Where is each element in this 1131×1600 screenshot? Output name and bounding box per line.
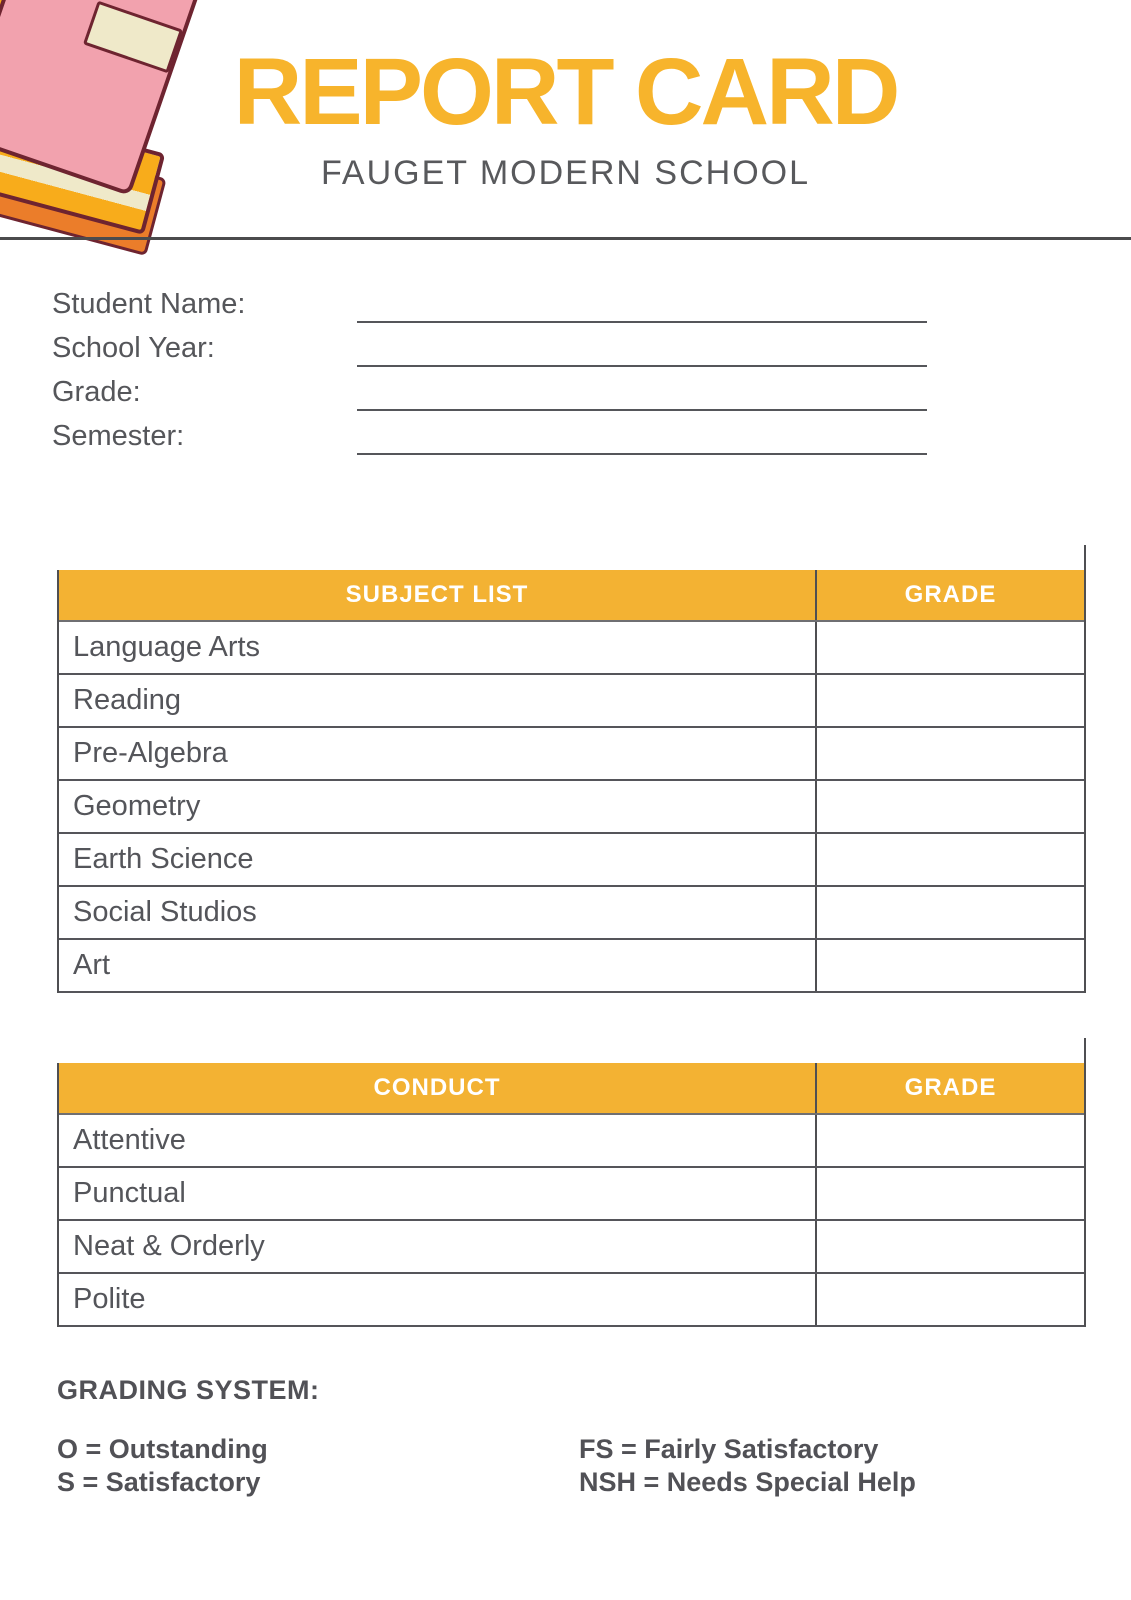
table-row [59, 781, 1084, 834]
subject-cell: Art [59, 940, 817, 991]
school-year-label: School Year: [52, 332, 215, 364]
grade-cell[interactable] [817, 887, 1084, 938]
grading-system-section [57, 1375, 1057, 1499]
subject-cell: Pre-Algebra [59, 728, 817, 779]
grade-cell[interactable] [817, 1221, 1084, 1272]
legend-item: NSH = Needs Special Help [579, 1467, 916, 1497]
semester-label: Semester: [52, 420, 185, 452]
table-row [59, 675, 1084, 728]
grade-cell[interactable] [817, 622, 1084, 673]
table-row [59, 1221, 1084, 1274]
conduct-cell: Attentive [59, 1115, 817, 1166]
page-title: REPORT CARD [233, 39, 898, 145]
header [0, 0, 1131, 193]
table-row [59, 834, 1084, 887]
table-row [59, 1115, 1084, 1168]
grade-header-cell: GRADE [904, 581, 997, 608]
student-name-label: Student Name: [52, 288, 246, 320]
grade-row [52, 373, 1079, 417]
semester-input[interactable] [357, 453, 927, 455]
table-row [59, 940, 1084, 993]
grade-header-cell: GRADE [904, 1074, 997, 1101]
conduct-header-cell: CONDUCT [59, 1063, 817, 1113]
school-year-input[interactable] [357, 365, 927, 367]
table-row [59, 1168, 1084, 1221]
semester-row [52, 417, 1079, 461]
grade-label: Grade: [52, 376, 141, 408]
grading-system-heading: GRADING SYSTEM: [57, 1375, 320, 1405]
subject-cell: Earth Science [59, 834, 817, 885]
grade-cell[interactable] [817, 728, 1084, 779]
conduct-cell: Punctual [59, 1168, 817, 1219]
student-name-row [52, 285, 1079, 329]
student-name-input[interactable] [357, 321, 927, 323]
school-name: FAUGET MODERN SCHOOL [321, 154, 810, 192]
table-row [59, 887, 1084, 940]
school-year-row [52, 329, 1079, 373]
grade-cell[interactable] [817, 940, 1084, 991]
student-info-section [52, 285, 1079, 461]
grade-cell[interactable] [817, 1274, 1084, 1325]
grade-cell[interactable] [817, 1115, 1084, 1166]
grading-legend [57, 1433, 1057, 1499]
grade-cell[interactable] [817, 781, 1084, 832]
table-row [59, 622, 1084, 675]
subject-cell: Geometry [59, 781, 817, 832]
conduct-table-header [59, 1063, 1084, 1115]
table-corner-tick [1084, 1038, 1086, 1063]
legend-item: O = Outstanding [57, 1434, 268, 1464]
legend-item: FS = Fairly Satisfactory [579, 1434, 879, 1464]
conduct-cell: Neat & Orderly [59, 1221, 817, 1272]
grade-cell[interactable] [817, 834, 1084, 885]
subject-cell: Reading [59, 675, 817, 726]
conduct-cell: Polite [59, 1274, 817, 1325]
conduct-table [57, 1063, 1086, 1327]
table-row [59, 728, 1084, 781]
subject-table [57, 570, 1086, 993]
subject-cell: Social Studios [59, 887, 817, 938]
subject-cell: Language Arts [59, 622, 817, 673]
grade-cell[interactable] [817, 1168, 1084, 1219]
legend-item: S = Satisfactory [57, 1467, 261, 1497]
grade-cell[interactable] [817, 675, 1084, 726]
header-divider [0, 237, 1131, 240]
table-corner-tick [1084, 545, 1086, 570]
grade-input[interactable] [357, 409, 927, 411]
subject-table-header [59, 570, 1084, 622]
subject-list-header-cell: SUBJECT LIST [59, 570, 817, 620]
table-row [59, 1274, 1084, 1327]
